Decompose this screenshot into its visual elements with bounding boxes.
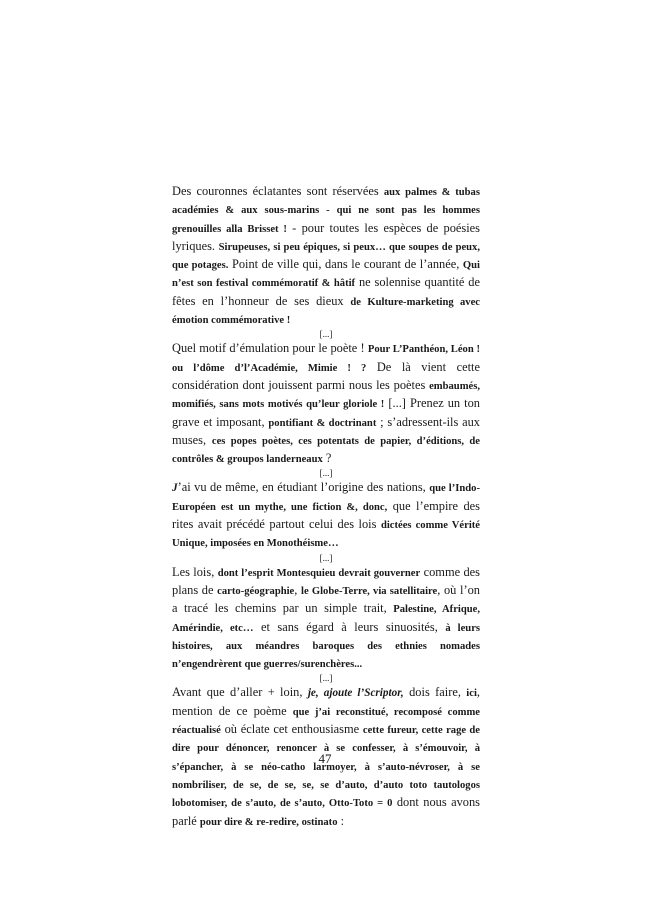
emphasis-text: carto-géographie bbox=[217, 585, 295, 597]
text-run: Des couronnes éclatantes sont réservées bbox=[172, 184, 384, 198]
emphasis-text: je, ajoute l’Scriptor, bbox=[307, 687, 404, 700]
ellipsis-separator-4: [...] bbox=[319, 673, 333, 684]
emphasis-text: embaumés, momifiés, sans mots motivés qu’leur gloriole ! bbox=[172, 380, 480, 411]
text-run: où éclate cet enthousiasme bbox=[220, 722, 363, 737]
text-run: , mention de ce poème bbox=[172, 685, 480, 718]
emphasis-text: J bbox=[172, 482, 178, 495]
emphasis-text: cette fureur, cette rage de dire pour dénoncer, renoncer à se confesser, à s’émouvoir, à s’épancher, à se néo-catho larmoyer, à s’auto-névroser, à se nombriliser, de se, de se, se, se d’auto, d’auto toto tautologos lobotomiser, de s’auto, de s’auto, Otto-Toto = 0 bbox=[172, 725, 480, 810]
text-run: et sans égard à leurs sinuosités, bbox=[253, 619, 446, 634]
emphasis-text: Pour L’Panthéon, Léon ! ou l’dôme d’l’Académie, Mimie ! ? bbox=[172, 344, 480, 374]
emphasis-text: Palestine, Afrique, Amérindie, etc… bbox=[172, 604, 480, 634]
text-run: : bbox=[337, 813, 345, 828]
emphasis-text: ici bbox=[466, 688, 477, 700]
emphasis-text: de Kulture-marketing avec émotion commémorative ! bbox=[172, 296, 481, 327]
ellipsis-separator-2: [...] bbox=[319, 468, 333, 479]
text-run: [...] Prenez un ton grave et imposant, bbox=[172, 396, 481, 429]
text-run: dont nous avons parlé bbox=[172, 795, 480, 828]
emphasis-text: pontifiant & doctrinant bbox=[268, 417, 377, 429]
emphasis-text: dont l’esprit Montesquieu devrait gouverner bbox=[217, 567, 421, 579]
paragraph-1 bbox=[172, 183, 480, 329]
emphasis-text: dictées comme Vérité Unique, imposées en Monothéisme… bbox=[172, 520, 480, 550]
paragraph-2 bbox=[172, 340, 480, 468]
emphasis-text: Qui n’est son festival commémoratif & hâtif bbox=[172, 260, 480, 290]
text-run: Les lois, bbox=[172, 564, 218, 579]
emphasis-text: pour dire & re-redire, ostinato bbox=[199, 816, 338, 828]
text-run: dois faire, bbox=[403, 685, 467, 700]
emphasis-text: ces popes poètes, ces potentats de papier, d’éditions, de contrôles & groupos landerneaux bbox=[172, 435, 480, 466]
text-run: Quel motif d’émulation pour le poète ! bbox=[172, 341, 368, 356]
emphasis-text: que j’ai reconstitué, recomposé comme réactualisé bbox=[172, 706, 480, 737]
emphasis-text: le Globe-Terre, via satellitaire bbox=[301, 585, 438, 597]
text-run: ; s’adressent-ils aux muses, bbox=[172, 414, 480, 447]
text-run: ? bbox=[322, 451, 332, 466]
text-run: Avant que d’aller + loin, bbox=[172, 685, 308, 700]
paragraph-3 bbox=[172, 479, 480, 552]
paragraph-4 bbox=[172, 564, 480, 674]
text-run: De là vient cette considération dont jouissent parmi nous les poètes bbox=[172, 359, 480, 392]
text-run: - pour toutes les espèces de poésies lyriques. bbox=[172, 220, 480, 253]
text-run: Point de ville qui, dans le courant de l’année, bbox=[228, 257, 463, 272]
text-run: que l’empire des rites avait précédé partout celui des lois bbox=[172, 498, 480, 532]
body-text bbox=[172, 183, 480, 831]
emphasis-text: aux palmes & tubas académies & aux sous-marins - qui ne sont pas les hommes grenouilles alla Brisset ! bbox=[172, 187, 480, 235]
emphasis-text: que l’Indo-Européen est un mythe, une fiction &, donc, bbox=[172, 483, 480, 513]
ellipsis-separator-3: [...] bbox=[319, 552, 333, 563]
text-run: , où l’on a tracé les chemins par un simple trait, bbox=[172, 582, 480, 616]
emphasis-text: Sirupeuses, si peu épiques, si peux… que soupes de peux, que potages. bbox=[172, 241, 480, 272]
text-run: ’ai vu de même, en étudiant l’origine des nations, bbox=[177, 480, 430, 495]
text-run: , bbox=[294, 582, 302, 597]
text-run: comme des plans de bbox=[172, 564, 480, 597]
ellipsis-separator-1: [...] bbox=[319, 329, 333, 340]
page-number: 47 bbox=[318, 751, 332, 766]
emphasis-text: à leurs histoires, aux méandres baroques des ethnies nomades n’engendrèrent que guerres/surenchères... bbox=[172, 622, 481, 671]
text-run: ne solennise quantité de fêtes en l’honneur de ses dieux bbox=[172, 275, 481, 308]
